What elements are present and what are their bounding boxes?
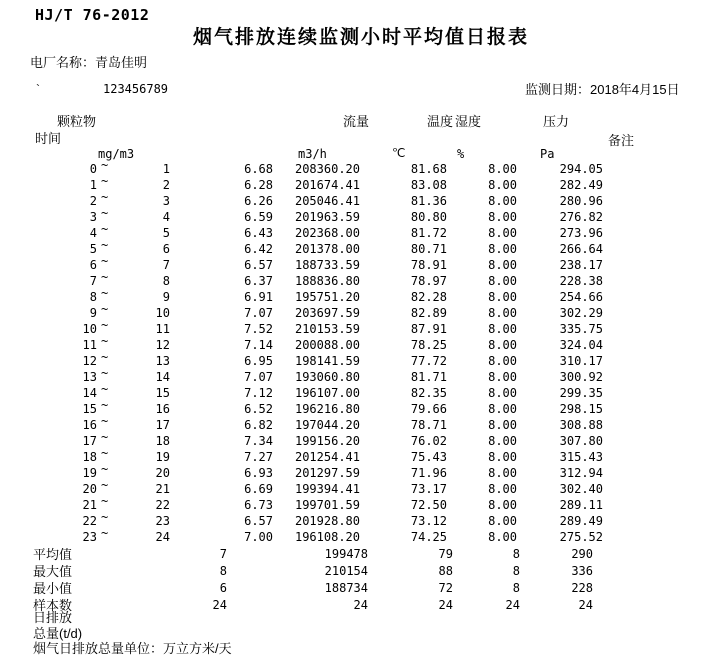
hour-end-value: 4 bbox=[162, 210, 170, 224]
hour-start-value: 1 bbox=[89, 178, 97, 192]
hour-start-value: 9 bbox=[89, 306, 97, 320]
temperature-value: 81.72 bbox=[410, 226, 447, 240]
serial-number: 123456789 bbox=[103, 82, 169, 96]
hour-start-value: 10 bbox=[82, 322, 97, 336]
particulate-value: 6.68 bbox=[244, 162, 273, 176]
flow-value: 203697.59 bbox=[294, 306, 360, 320]
pressure-value: 289.11 bbox=[559, 498, 603, 512]
flow-value: 188733.59 bbox=[294, 258, 360, 272]
tilde-separator: ~ bbox=[101, 174, 109, 188]
temperature-value: 78.25 bbox=[410, 338, 447, 352]
temperature-value: 87.91 bbox=[410, 322, 447, 336]
summary-pressure-value: 290 bbox=[571, 547, 593, 561]
hour-end-value: 17 bbox=[155, 418, 170, 432]
temperature-value: 77.72 bbox=[410, 354, 447, 368]
humidity-value: 8.00 bbox=[488, 290, 517, 304]
hour-end-value: 9 bbox=[162, 290, 170, 304]
flow-value: 196216.80 bbox=[294, 402, 360, 416]
summary-row-label: 平均值 bbox=[33, 547, 73, 562]
temperature-value: 83.08 bbox=[410, 178, 447, 192]
hour-end-value: 14 bbox=[155, 370, 170, 384]
particulate-value: 6.37 bbox=[244, 274, 273, 288]
col-header-humidity: 湿度 bbox=[455, 114, 482, 129]
humidity-value: 8.00 bbox=[488, 514, 517, 528]
flow-value: 201928.80 bbox=[294, 514, 360, 528]
pressure-value: 280.96 bbox=[559, 194, 603, 208]
summary-humidity-value: 8 bbox=[512, 547, 520, 561]
humidity-value: 8.00 bbox=[488, 402, 517, 416]
page-title: 烟气排放连续监测小时平均值日报表 bbox=[192, 27, 529, 48]
temperature-value: 78.97 bbox=[410, 274, 447, 288]
particulate-value: 7.14 bbox=[244, 338, 273, 352]
humidity-value: 8.00 bbox=[488, 322, 517, 336]
hour-start-value: 4 bbox=[89, 226, 97, 240]
summary-particulate-value: 6 bbox=[219, 581, 227, 595]
hour-start-value: 6 bbox=[89, 258, 97, 272]
temperature-value: 80.71 bbox=[410, 242, 447, 256]
tilde-separator: ~ bbox=[101, 334, 109, 348]
tilde-separator: ~ bbox=[101, 190, 109, 204]
pressure-value: 300.92 bbox=[559, 370, 603, 384]
flow-value: 188836.80 bbox=[294, 274, 360, 288]
pressure-value: 335.75 bbox=[559, 322, 603, 336]
flow-value: 199394.41 bbox=[294, 482, 360, 496]
summary-humidity-value: 8 bbox=[512, 564, 520, 578]
summary-row bbox=[0, 546, 722, 563]
pressure-value: 312.94 bbox=[559, 466, 603, 480]
hour-start-value: 15 bbox=[82, 402, 97, 416]
pressure-value: 273.96 bbox=[559, 226, 603, 240]
hour-start-value: 12 bbox=[82, 354, 97, 368]
footer-lines bbox=[33, 610, 232, 657]
table-row bbox=[0, 526, 722, 545]
tilde-separator: ~ bbox=[101, 462, 109, 476]
tilde-separator: ~ bbox=[101, 494, 109, 508]
summary-flow-value: 210154 bbox=[324, 564, 368, 578]
flow-value: 205046.41 bbox=[294, 194, 360, 208]
hour-start-value: 14 bbox=[82, 386, 97, 400]
hour-end-value: 21 bbox=[155, 482, 170, 496]
hour-end-value: 24 bbox=[155, 530, 170, 544]
pressure-value: 302.40 bbox=[559, 482, 603, 496]
tilde-separator: ~ bbox=[101, 222, 109, 236]
particulate-value: 6.26 bbox=[244, 194, 273, 208]
particulate-value: 6.69 bbox=[244, 482, 273, 496]
summary-flow-value: 24 bbox=[353, 598, 368, 612]
particulate-value: 7.12 bbox=[244, 386, 273, 400]
hour-end-value: 8 bbox=[162, 274, 170, 288]
summary-temperature-value: 24 bbox=[438, 598, 453, 612]
pressure-value: 275.52 bbox=[559, 530, 603, 544]
humidity-value: 8.00 bbox=[488, 242, 517, 256]
humidity-value: 8.00 bbox=[488, 354, 517, 368]
humidity-value: 8.00 bbox=[488, 418, 517, 432]
temperature-value: 80.80 bbox=[410, 210, 447, 224]
particulate-value: 7.00 bbox=[244, 530, 273, 544]
hour-end-value: 22 bbox=[155, 498, 170, 512]
tilde-separator: ~ bbox=[101, 526, 109, 540]
hour-end-value: 1 bbox=[162, 162, 170, 176]
particulate-value: 6.93 bbox=[244, 466, 273, 480]
particulate-value: 6.59 bbox=[244, 210, 273, 224]
flow-value: 196107.00 bbox=[294, 386, 360, 400]
humidity-value: 8.00 bbox=[488, 450, 517, 464]
flow-value: 201254.41 bbox=[294, 450, 360, 464]
hourly-data-table bbox=[0, 158, 722, 545]
hour-end-value: 11 bbox=[155, 322, 170, 336]
pressure-value: 299.35 bbox=[559, 386, 603, 400]
summary-humidity-value: 24 bbox=[505, 598, 520, 612]
humidity-value: 8.00 bbox=[488, 306, 517, 320]
hour-end-value: 10 bbox=[155, 306, 170, 320]
humidity-value: 8.00 bbox=[488, 466, 517, 480]
col-header-temperature: 温度 bbox=[427, 114, 454, 129]
tilde-separator: ~ bbox=[101, 510, 109, 524]
summary-temperature-value: 79 bbox=[438, 547, 453, 561]
summary-pressure-value: 228 bbox=[571, 581, 593, 595]
hour-start-value: 7 bbox=[89, 274, 97, 288]
col-header-flow: 流量 bbox=[343, 114, 370, 129]
tilde-separator: ~ bbox=[101, 478, 109, 492]
pressure-value: 238.17 bbox=[559, 258, 603, 272]
temperature-value: 76.02 bbox=[410, 434, 447, 448]
hour-end-value: 16 bbox=[155, 402, 170, 416]
humidity-value: 8.00 bbox=[488, 370, 517, 384]
temperature-value: 79.66 bbox=[410, 402, 447, 416]
temperature-value: 71.96 bbox=[410, 466, 447, 480]
summary-row bbox=[0, 580, 722, 597]
humidity-value: 8.00 bbox=[488, 210, 517, 224]
temperature-value: 73.12 bbox=[410, 514, 447, 528]
hour-start-value: 23 bbox=[82, 530, 97, 544]
hour-end-value: 15 bbox=[155, 386, 170, 400]
unit-particulate: mg/m3 bbox=[98, 147, 135, 161]
particulate-value: 6.82 bbox=[244, 418, 273, 432]
daily-emission-label-2: 总量(t/d) bbox=[33, 625, 83, 641]
summary-row-label: 最大值 bbox=[33, 564, 73, 579]
hour-start-value: 19 bbox=[82, 466, 97, 480]
pressure-value: 266.64 bbox=[559, 242, 603, 256]
hour-start-value: 13 bbox=[82, 370, 97, 384]
flow-value: 201674.41 bbox=[294, 178, 360, 192]
tick-mark: ` bbox=[36, 82, 40, 96]
tilde-separator: ~ bbox=[101, 318, 109, 332]
tilde-separator: ~ bbox=[101, 286, 109, 300]
hour-end-value: 23 bbox=[155, 514, 170, 528]
temperature-value: 82.28 bbox=[410, 290, 447, 304]
pressure-value: 307.80 bbox=[559, 434, 603, 448]
summary-particulate-value: 8 bbox=[219, 564, 227, 578]
particulate-value: 6.73 bbox=[244, 498, 273, 512]
humidity-value: 8.00 bbox=[488, 194, 517, 208]
hour-end-value: 20 bbox=[155, 466, 170, 480]
summary-table bbox=[0, 546, 722, 614]
particulate-value: 6.57 bbox=[244, 258, 273, 272]
plant-name-label: 电厂名称：青岛佳明 bbox=[30, 55, 148, 70]
hour-start-value: 3 bbox=[89, 210, 97, 224]
hour-start-value: 22 bbox=[82, 514, 97, 528]
humidity-value: 8.00 bbox=[488, 434, 517, 448]
pressure-value: 308.88 bbox=[559, 418, 603, 432]
particulate-value: 7.34 bbox=[244, 434, 273, 448]
humidity-value: 8.00 bbox=[488, 338, 517, 352]
humidity-value: 8.00 bbox=[488, 274, 517, 288]
col-header-pressure: 压力 bbox=[543, 114, 570, 129]
summary-pressure-value: 336 bbox=[571, 564, 593, 578]
temperature-value: 81.36 bbox=[410, 194, 447, 208]
summary-temperature-value: 88 bbox=[438, 564, 453, 578]
flow-value: 198141.59 bbox=[294, 354, 360, 368]
summary-particulate-value: 24 bbox=[212, 598, 227, 612]
temperature-value: 73.17 bbox=[410, 482, 447, 496]
humidity-value: 8.00 bbox=[488, 162, 517, 176]
tilde-separator: ~ bbox=[101, 430, 109, 444]
hour-end-value: 18 bbox=[155, 434, 170, 448]
temperature-value: 81.71 bbox=[410, 370, 447, 384]
hour-end-value: 13 bbox=[155, 354, 170, 368]
particulate-value: 6.42 bbox=[244, 242, 273, 256]
unit-flow: m3/h bbox=[298, 147, 327, 161]
temperature-value: 78.71 bbox=[410, 418, 447, 432]
humidity-value: 8.00 bbox=[488, 482, 517, 496]
flow-value: 195751.20 bbox=[294, 290, 360, 304]
flue-gas-total-unit-label: 烟气日排放总量单位：万立方米/天 bbox=[33, 641, 232, 656]
flow-value: 199156.20 bbox=[294, 434, 360, 448]
pressure-value: 254.66 bbox=[559, 290, 603, 304]
particulate-value: 7.52 bbox=[244, 322, 273, 336]
flow-value: 197044.20 bbox=[294, 418, 360, 432]
flow-value: 210153.59 bbox=[294, 322, 360, 336]
summary-row-label: 最小值 bbox=[33, 581, 73, 596]
hour-end-value: 3 bbox=[162, 194, 170, 208]
temperature-value: 82.89 bbox=[410, 306, 447, 320]
tilde-separator: ~ bbox=[101, 414, 109, 428]
temperature-value: 81.68 bbox=[410, 162, 447, 176]
col-header-time: 时间 bbox=[35, 131, 62, 146]
summary-flow-value: 188734 bbox=[324, 581, 368, 595]
tilde-separator: ~ bbox=[101, 238, 109, 252]
temperature-value: 82.35 bbox=[410, 386, 447, 400]
summary-flow-value: 199478 bbox=[324, 547, 368, 561]
particulate-value: 7.27 bbox=[244, 450, 273, 464]
pressure-value: 310.17 bbox=[559, 354, 603, 368]
tilde-separator: ~ bbox=[101, 270, 109, 284]
hour-start-value: 0 bbox=[89, 162, 97, 176]
flow-value: 193060.80 bbox=[294, 370, 360, 384]
hour-start-value: 21 bbox=[82, 498, 97, 512]
hour-end-value: 2 bbox=[162, 178, 170, 192]
particulate-value: 6.43 bbox=[244, 226, 273, 240]
pressure-value: 302.29 bbox=[559, 306, 603, 320]
temperature-value: 78.91 bbox=[410, 258, 447, 272]
particulate-value: 7.07 bbox=[244, 370, 273, 384]
flow-value: 208360.20 bbox=[294, 162, 360, 176]
temperature-value: 72.50 bbox=[410, 498, 447, 512]
unit-pressure: Pa bbox=[540, 147, 555, 161]
humidity-value: 8.00 bbox=[488, 178, 517, 192]
flow-value: 200088.00 bbox=[294, 338, 360, 352]
hour-start-value: 17 bbox=[82, 434, 97, 448]
pressure-value: 276.82 bbox=[559, 210, 603, 224]
hour-start-value: 11 bbox=[82, 338, 97, 352]
tilde-separator: ~ bbox=[101, 206, 109, 220]
summary-humidity-value: 8 bbox=[512, 581, 520, 595]
hour-end-value: 5 bbox=[162, 226, 170, 240]
hour-end-value: 19 bbox=[155, 450, 170, 464]
col-header-remark: 备注 bbox=[608, 133, 635, 148]
pressure-value: 294.05 bbox=[559, 162, 603, 176]
particulate-value: 6.91 bbox=[244, 290, 273, 304]
tilde-separator: ~ bbox=[101, 366, 109, 380]
tilde-separator: ~ bbox=[101, 446, 109, 460]
summary-particulate-value: 7 bbox=[219, 547, 227, 561]
tilde-separator: ~ bbox=[101, 254, 109, 268]
particulate-value: 6.52 bbox=[244, 402, 273, 416]
particulate-value: 6.28 bbox=[244, 178, 273, 192]
flow-value: 201297.59 bbox=[294, 466, 360, 480]
temperature-value: 75.43 bbox=[410, 450, 447, 464]
humidity-value: 8.00 bbox=[488, 530, 517, 544]
summary-row bbox=[0, 563, 722, 580]
temperature-value: 74.25 bbox=[410, 530, 447, 544]
summary-pressure-value: 24 bbox=[578, 598, 593, 612]
summary-row-label: 样本数 bbox=[33, 598, 73, 613]
hour-start-value: 18 bbox=[82, 450, 97, 464]
hour-start-value: 20 bbox=[82, 482, 97, 496]
hour-start-value: 5 bbox=[89, 242, 97, 256]
tilde-separator: ~ bbox=[101, 382, 109, 396]
monitor-date-label: 监测日期：2018年4月15日 bbox=[525, 82, 680, 97]
humidity-value: 8.00 bbox=[488, 226, 517, 240]
pressure-value: 324.04 bbox=[559, 338, 603, 352]
summary-temperature-value: 72 bbox=[438, 581, 453, 595]
pressure-value: 298.15 bbox=[559, 402, 603, 416]
flow-value: 201963.59 bbox=[294, 210, 360, 224]
flow-value: 202368.00 bbox=[294, 226, 360, 240]
pressure-value: 282.49 bbox=[559, 178, 603, 192]
col-header-particulate: 颗粒物 bbox=[57, 114, 97, 129]
flow-value: 196108.20 bbox=[294, 530, 360, 544]
hour-start-value: 8 bbox=[89, 290, 97, 304]
pressure-value: 315.43 bbox=[559, 450, 603, 464]
daily-emission-label-1: 日排放 bbox=[33, 610, 73, 625]
particulate-value: 6.57 bbox=[244, 514, 273, 528]
particulate-value: 7.07 bbox=[244, 306, 273, 320]
standard-number: HJ/T 76-2012 bbox=[35, 6, 150, 24]
particulate-value: 6.95 bbox=[244, 354, 273, 368]
unit-humidity: % bbox=[457, 147, 465, 161]
tilde-separator: ~ bbox=[101, 158, 109, 172]
humidity-value: 8.00 bbox=[488, 386, 517, 400]
hour-end-value: 6 bbox=[162, 242, 170, 256]
tilde-separator: ~ bbox=[101, 398, 109, 412]
hour-start-value: 16 bbox=[82, 418, 97, 432]
hour-start-value: 2 bbox=[89, 194, 97, 208]
pressure-value: 289.49 bbox=[559, 514, 603, 528]
tilde-separator: ~ bbox=[101, 350, 109, 364]
flow-value: 201378.00 bbox=[294, 242, 360, 256]
hour-end-value: 12 bbox=[155, 338, 170, 352]
humidity-value: 8.00 bbox=[488, 498, 517, 512]
humidity-value: 8.00 bbox=[488, 258, 517, 272]
hour-end-value: 7 bbox=[162, 258, 170, 272]
tilde-separator: ~ bbox=[101, 302, 109, 316]
unit-temperature: ℃ bbox=[392, 146, 406, 160]
pressure-value: 228.38 bbox=[559, 274, 603, 288]
flow-value: 199701.59 bbox=[294, 498, 360, 512]
